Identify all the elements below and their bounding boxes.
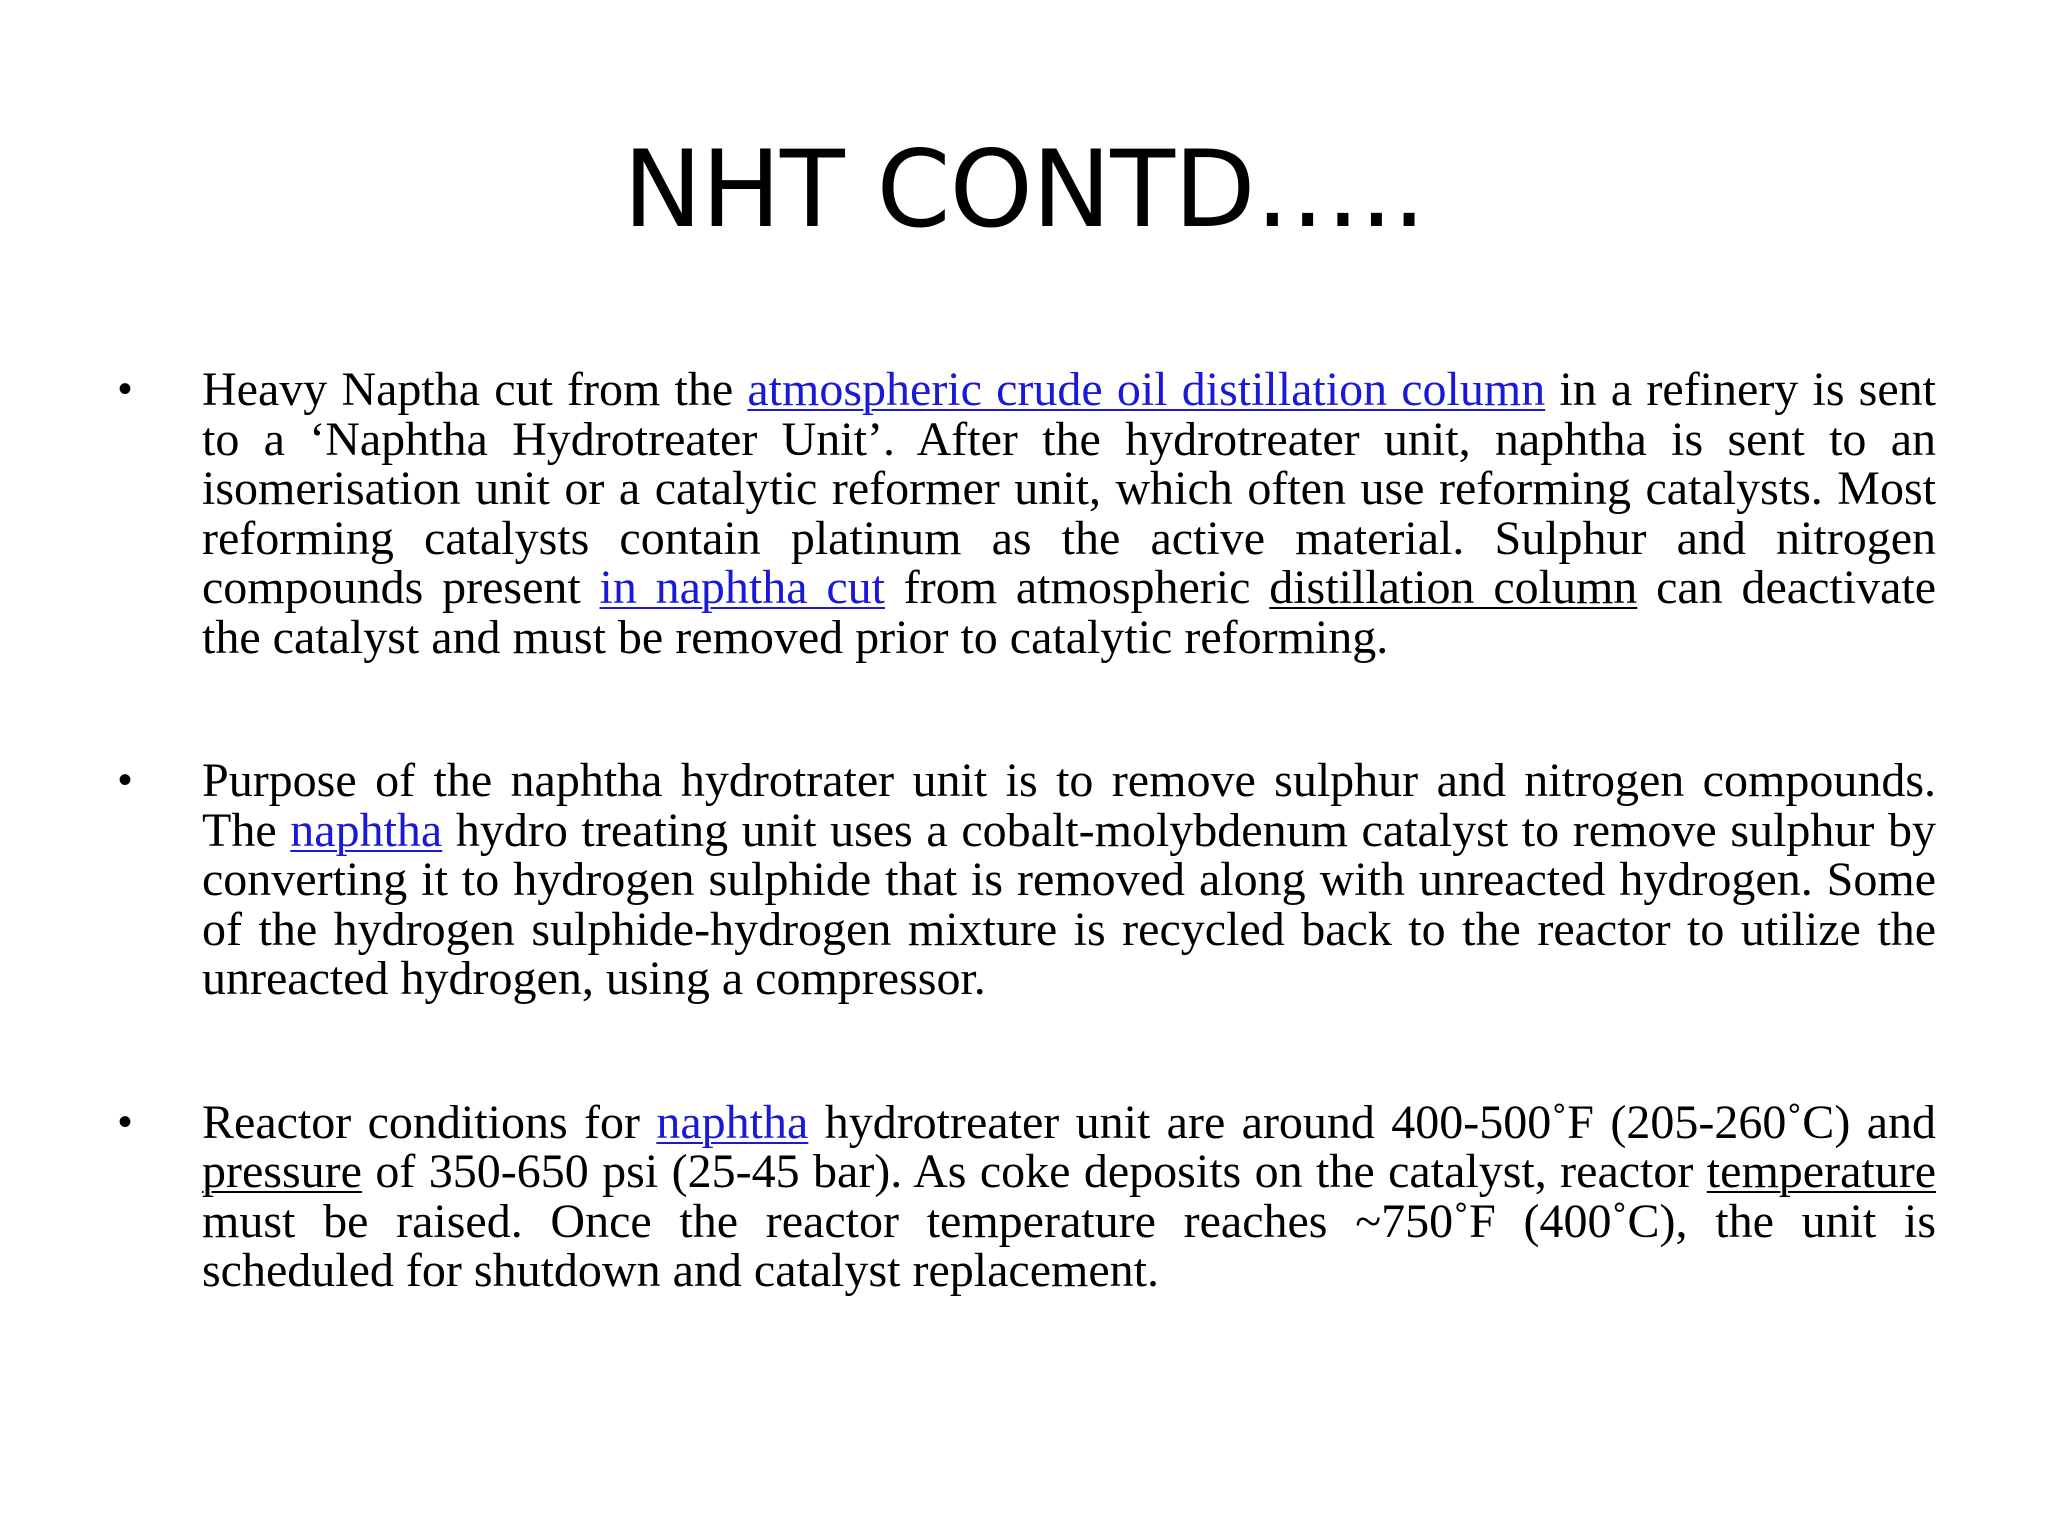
bullet-item-3	[118, 1095, 1936, 1297]
text-segment: in a refinery is sent to a ‘Naphtha Hydrotreater Unit’. After the hydrotreater unit, naphtha is sent to an isomerisation unit or a catalytic reformer unit, which often use reforming catalysts. Most reforming catalysts contain platinum as the active material. Sulphur and nitrogen compounds present	[202, 363, 1936, 614]
bullet-marker: •	[118, 758, 133, 802]
text-segment: must be raised. Once the reactor temperature reaches ~750˚F (400˚C), the unit is scheduled for shutdown and catalyst replacement.	[202, 1194, 1936, 1297]
text-segment: hydro treating unit uses a cobalt-molybdenum catalyst to remove sulphur by converting it to hydrogen sulphide that is removed along with unreacted hydrogen. Some of the hydrogen sulphide-hydrogen mixture is recycled back to the reactor to utilize the unreacted hydrogen, using a compressor.	[202, 803, 1937, 1005]
link-naphtha[interactable]: naphtha	[290, 803, 443, 857]
underlined-pressure: pressure	[202, 1145, 362, 1198]
bullet-list	[118, 365, 1936, 1390]
text-segment: Reactor conditions for	[202, 1095, 657, 1149]
bullet-item-1	[118, 365, 1936, 662]
text-segment: of 350-650 psi (25-45 bar). As coke deposits on the catalyst, reactor	[361, 1145, 1707, 1198]
underlined-distillation-column: distillation column	[1269, 561, 1638, 614]
link-naphtha[interactable]: naphtha	[656, 1095, 809, 1149]
bullet-marker: •	[118, 1099, 133, 1144]
text-segment: Heavy Naptha cut from the	[202, 363, 748, 416]
text-segment: hydrotreater unit are around 400-500˚F (205-260˚C) and	[808, 1095, 1936, 1149]
text-segment: can deactivate the catalyst and must be removed prior to catalytic reforming.	[202, 561, 1937, 664]
text-segment: Purpose of the naphtha hydrotrater unit is to remove sulphur and nitrogen compounds. The	[202, 754, 1936, 857]
link-in-naphtha-cut[interactable]: in naphtha cut	[599, 561, 885, 614]
slide-title: NHT CONTD…..	[623, 128, 1425, 251]
link-atmospheric-crude-oil-distillation-column[interactable]: atmospheric crude oil distillation column	[747, 363, 1546, 416]
bullet-item-2	[118, 756, 1936, 1004]
underlined-temperature: temperature	[1706, 1145, 1936, 1198]
bullet-marker: •	[118, 367, 133, 411]
text-segment: from atmospheric	[884, 561, 1270, 614]
